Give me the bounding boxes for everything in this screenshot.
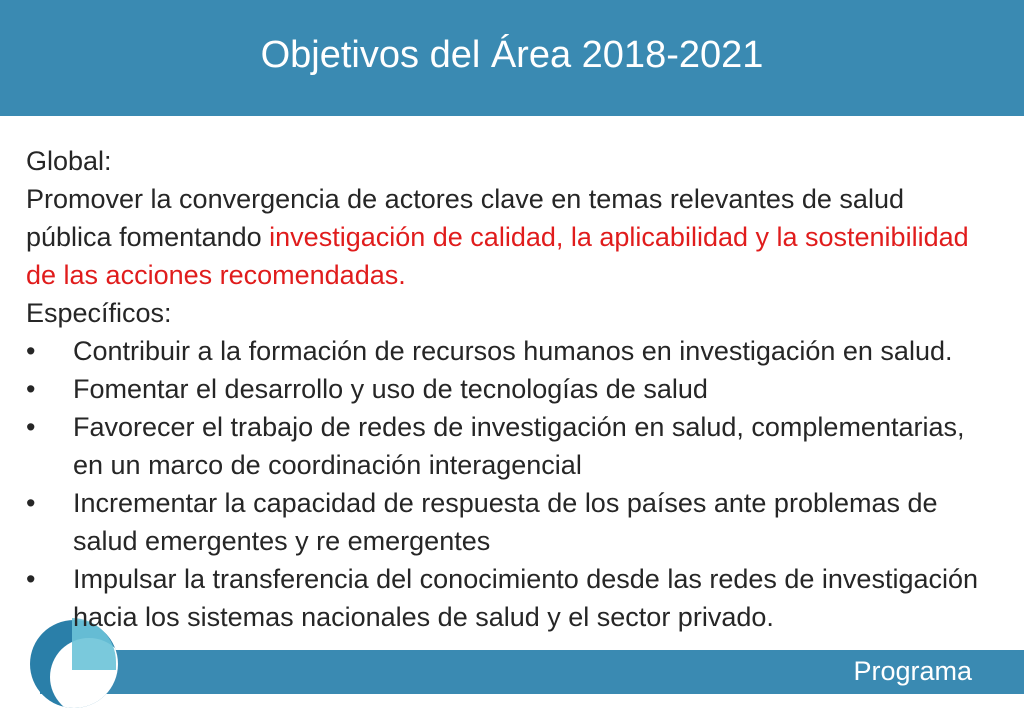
list-item bbox=[26, 370, 996, 408]
specific-objectives-list bbox=[26, 332, 996, 636]
slide-title: Objetivos del Área 2018-2021 bbox=[260, 34, 764, 76]
global-objective bbox=[26, 180, 996, 294]
list-item bbox=[26, 484, 996, 560]
footer-label: Programa bbox=[853, 656, 972, 686]
list-item-text: Incrementar la capacidad de respuesta de los países ante problemas de salud emergentes y re emergentes bbox=[73, 488, 938, 556]
title-bar bbox=[0, 0, 1024, 116]
bullet-icon: • bbox=[26, 374, 36, 404]
list-item-text: Contribuir a la formación de recursos humanos en investigación en salud. bbox=[73, 336, 953, 366]
list-item bbox=[26, 408, 996, 484]
specific-heading: Específicos: bbox=[26, 298, 172, 328]
bullet-icon: • bbox=[26, 488, 36, 518]
list-item bbox=[26, 332, 996, 370]
slide-body bbox=[26, 142, 996, 636]
list-item bbox=[26, 560, 996, 636]
bullet-icon: • bbox=[26, 336, 36, 366]
global-heading: Global: bbox=[26, 146, 112, 176]
bullet-icon: • bbox=[26, 564, 36, 594]
bullet-icon: • bbox=[26, 412, 36, 442]
global-objective-text: Promover la convergencia de actores clave en temas relevantes de salud pública fomentando bbox=[26, 184, 904, 252]
list-item-text: Fomentar el desarrollo y uso de tecnologías de salud bbox=[73, 374, 708, 404]
list-item-text: Impulsar la transferencia del conocimiento desde las redes de investigación hacia los sistemas nacionales de salud y el sector privado. bbox=[73, 564, 979, 632]
global-objective-highlight: investigación de calidad, la aplicabilidad y la sostenibilidad de las acciones recomendadas. bbox=[26, 222, 969, 290]
list-item-text: Favorecer el trabajo de redes de investigación en salud, complementarias, en un marco de coordinación interagencial bbox=[73, 412, 965, 480]
